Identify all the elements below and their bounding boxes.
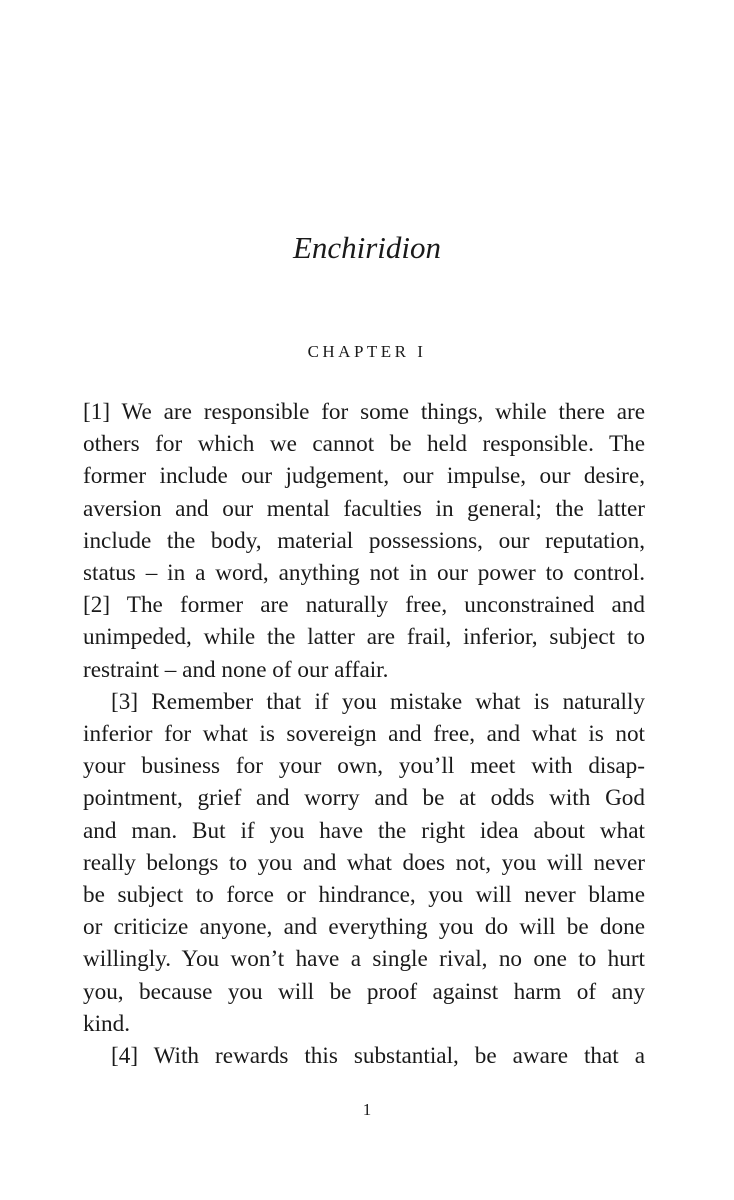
text-line: and man. But if you have the right idea about what bbox=[83, 817, 645, 844]
text-line: kind. bbox=[83, 1010, 131, 1037]
text-line: [2] The former are naturally free, unconstrained and bbox=[83, 592, 645, 619]
text-line: others for which we cannot be held responsible. The bbox=[83, 431, 645, 458]
book-title: Enchiridion bbox=[292, 230, 442, 265]
paragraph-3 bbox=[83, 1040, 645, 1072]
page-number: 1 bbox=[362, 1100, 372, 1119]
text-line: include the body, material possessions, our reputation, bbox=[83, 527, 645, 554]
text-line: your business for your own, you’ll meet with disap- bbox=[83, 753, 645, 780]
text-line: inferior for what is sovereign and free, and what is not bbox=[83, 721, 645, 748]
text-line: unimpeded, while the latter are frail, inferior, subject to bbox=[83, 624, 645, 651]
text-line: restraint – and none of our affair. bbox=[83, 656, 389, 683]
text-line: willingly. You won’t have a single rival, no one to hurt bbox=[83, 946, 645, 973]
text-line: you, because you will be proof against harm of any bbox=[83, 978, 645, 1005]
paragraph-2 bbox=[83, 686, 645, 1040]
text-line: or criticize anyone, and everything you do will be done bbox=[83, 914, 645, 941]
text-line: be subject to force or hindrance, you will never blame bbox=[83, 882, 645, 909]
text-line: pointment, grief and worry and be at odds with God bbox=[83, 785, 645, 812]
paragraph-1 bbox=[83, 396, 645, 686]
chapter-heading: CHAPTER I bbox=[307, 342, 427, 361]
text-line: really belongs to you and what does not, you will never bbox=[83, 849, 645, 876]
text-line: [3] Remember that if you mistake what is naturally bbox=[111, 688, 645, 715]
text-line: former include our judgement, our impulse, our desire, bbox=[83, 463, 645, 490]
text-line: aversion and our mental faculties in general; the latter bbox=[83, 495, 645, 522]
text-line: [1] We are responsible for some things, while there are bbox=[83, 399, 645, 425]
body-text bbox=[83, 396, 645, 1072]
text-line: [4] With rewards this substantial, be aware that a bbox=[111, 1043, 645, 1070]
text-line: status – in a word, anything not in our power to control. bbox=[83, 560, 645, 587]
